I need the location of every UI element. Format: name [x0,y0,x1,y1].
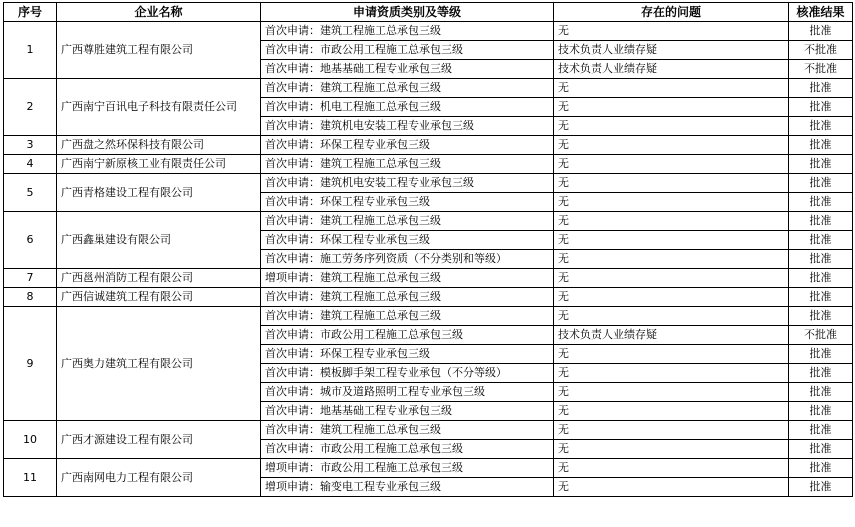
table-row [4,174,853,193]
issue-cell: 技术负责人业绩存疑 [554,326,789,345]
result-cell: 不批准 [789,326,853,345]
result-cell: 批准 [789,269,853,288]
result-cell: 批准 [789,402,853,421]
result-cell: 批准 [789,231,853,250]
table-row [4,79,853,98]
issue-cell: 技术负责人业绩存疑 [554,60,789,79]
result-cell: 批准 [789,345,853,364]
issue-cell: 无 [554,345,789,364]
category-cell: 首次申请：施工劳务序列资质（不分类别和等级） [261,250,554,269]
result-cell: 批准 [789,155,853,174]
issue-cell: 无 [554,478,789,497]
table-row [4,459,853,478]
result-cell: 批准 [789,212,853,231]
result-cell: 批准 [789,98,853,117]
category-cell: 首次申请：建筑工程施工总承包三级 [261,212,554,231]
issue-cell: 技术负责人业绩存疑 [554,41,789,60]
category-cell: 首次申请：市政公用工程施工总承包三级 [261,440,554,459]
category-cell: 首次申请：建筑工程施工总承包三级 [261,288,554,307]
category-cell: 首次申请：环保工程专业承包三级 [261,136,554,155]
result-cell: 批准 [789,136,853,155]
issue-cell: 无 [554,174,789,193]
issue-cell: 无 [554,193,789,212]
company-cell: 广西鑫巢建设有限公司 [57,212,261,269]
seq-cell: 5 [4,174,57,212]
result-cell: 批准 [789,383,853,402]
issue-cell: 无 [554,250,789,269]
header-result: 核准结果 [789,3,853,22]
company-cell: 广西信诚建筑工程有限公司 [57,288,261,307]
company-cell: 广西南宁百讯电子科技有限责任公司 [57,79,261,136]
result-cell: 批准 [789,288,853,307]
result-cell: 批准 [789,421,853,440]
seq-cell: 1 [4,22,57,79]
result-cell: 批准 [789,307,853,326]
result-cell: 批准 [789,364,853,383]
issue-cell: 无 [554,402,789,421]
header-issue: 存在的问题 [554,3,789,22]
company-cell: 广西才源建设工程有限公司 [57,421,261,459]
table-row [4,288,853,307]
seq-cell: 6 [4,212,57,269]
result-cell: 批准 [789,79,853,98]
category-cell: 增项申请：输变电工程专业承包三级 [261,478,554,497]
result-cell: 批准 [789,459,853,478]
category-cell: 首次申请：机电工程施工总承包三级 [261,98,554,117]
category-cell: 首次申请：建筑机电安装工程专业承包三级 [261,174,554,193]
category-cell: 首次申请：建筑工程施工总承包三级 [261,79,554,98]
table-row [4,22,853,41]
category-cell: 首次申请：建筑机电安装工程专业承包三级 [261,117,554,136]
header-row [4,3,853,22]
header-company: 企业名称 [57,3,261,22]
issue-cell: 无 [554,440,789,459]
company-cell: 广西奥力建筑工程有限公司 [57,307,261,421]
result-cell: 批准 [789,440,853,459]
category-cell: 首次申请：环保工程专业承包三级 [261,193,554,212]
category-cell: 首次申请：建筑工程施工总承包三级 [261,22,554,41]
result-cell: 批准 [789,174,853,193]
company-cell: 广西尊胜建筑工程有限公司 [57,22,261,79]
issue-cell: 无 [554,212,789,231]
seq-cell: 7 [4,269,57,288]
issue-cell: 无 [554,98,789,117]
issue-cell: 无 [554,136,789,155]
category-cell: 首次申请：地基基础工程专业承包三级 [261,402,554,421]
company-cell: 广西南宁新原核工业有限责任公司 [57,155,261,174]
seq-cell: 3 [4,136,57,155]
company-cell: 广西盘之然环保科技有限公司 [57,136,261,155]
issue-cell: 无 [554,288,789,307]
header-seq: 序号 [4,3,57,22]
issue-cell: 无 [554,22,789,41]
category-cell: 首次申请：地基基础工程专业承包三级 [261,60,554,79]
table-row [4,155,853,174]
company-cell: 广西邕州消防工程有限公司 [57,269,261,288]
issue-cell: 无 [554,307,789,326]
result-cell: 批准 [789,478,853,497]
category-cell: 首次申请：环保工程专业承包三级 [261,345,554,364]
issue-cell: 无 [554,421,789,440]
seq-cell: 9 [4,307,57,421]
issue-cell: 无 [554,269,789,288]
category-cell: 增项申请：建筑工程施工总承包三级 [261,269,554,288]
table-row [4,136,853,155]
category-cell: 首次申请：建筑工程施工总承包三级 [261,421,554,440]
result-cell: 批准 [789,22,853,41]
category-cell: 首次申请：建筑工程施工总承包三级 [261,155,554,174]
seq-cell: 10 [4,421,57,459]
table-row [4,212,853,231]
seq-cell: 11 [4,459,57,497]
issue-cell: 无 [554,231,789,250]
issue-cell: 无 [554,117,789,136]
result-cell: 不批准 [789,60,853,79]
table-body [4,22,853,497]
category-cell: 首次申请：环保工程专业承包三级 [261,231,554,250]
result-cell: 批准 [789,117,853,136]
approval-table [3,2,853,497]
category-cell: 首次申请：城市及道路照明工程专业承包三级 [261,383,554,402]
issue-cell: 无 [554,79,789,98]
seq-cell: 2 [4,79,57,136]
category-cell: 首次申请：市政公用工程施工总承包三级 [261,41,554,60]
seq-cell: 4 [4,155,57,174]
category-cell: 首次申请：市政公用工程施工总承包三级 [261,326,554,345]
category-cell: 首次申请：模板脚手架工程专业承包（不分等级） [261,364,554,383]
table-row [4,421,853,440]
result-cell: 批准 [789,250,853,269]
result-cell: 批准 [789,193,853,212]
seq-cell: 8 [4,288,57,307]
issue-cell: 无 [554,383,789,402]
header-category: 申请资质类别及等级 [261,3,554,22]
result-cell: 不批准 [789,41,853,60]
issue-cell: 无 [554,459,789,478]
company-cell: 广西青格建设工程有限公司 [57,174,261,212]
table-row [4,307,853,326]
category-cell: 首次申请：建筑工程施工总承包三级 [261,307,554,326]
category-cell: 增项申请：市政公用工程施工总承包三级 [261,459,554,478]
issue-cell: 无 [554,364,789,383]
issue-cell: 无 [554,155,789,174]
table-row [4,269,853,288]
company-cell: 广西南网电力工程有限公司 [57,459,261,497]
